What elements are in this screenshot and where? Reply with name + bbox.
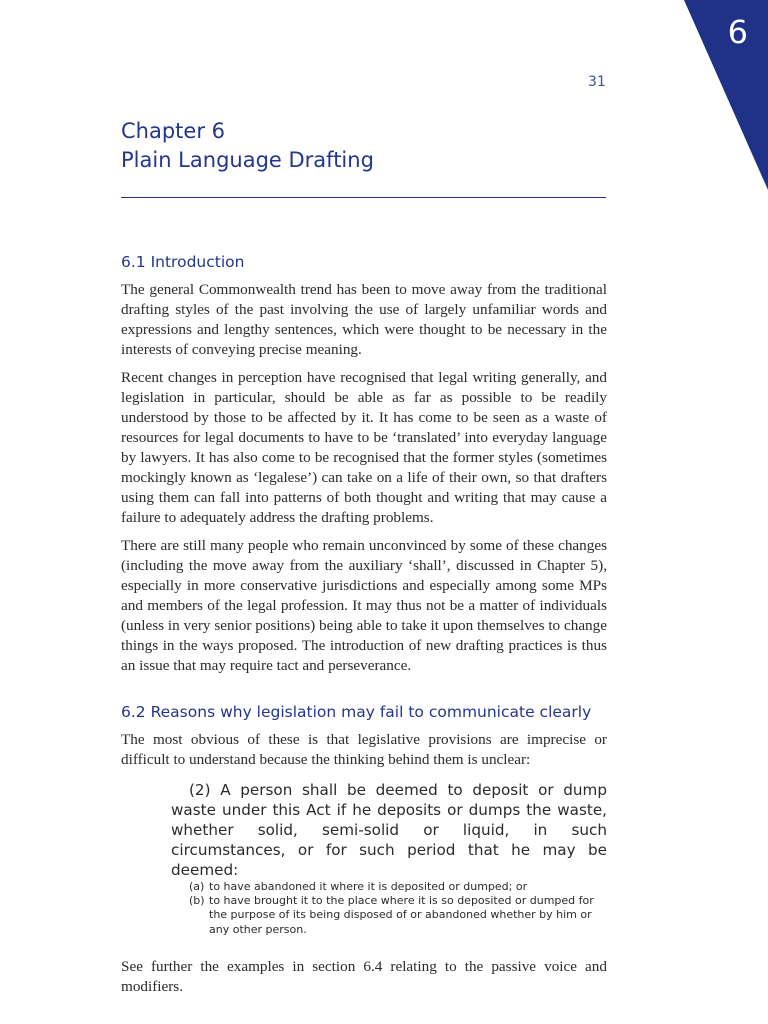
chapter-corner-tab: [684, 0, 768, 190]
section-heading-6-1: 6.1 Introduction: [121, 253, 245, 271]
title-divider: [121, 197, 606, 198]
paragraph: The most obvious of these is that legislative provisions are imprecise or difficult to understand because the thinking behind them is unclear:: [121, 731, 607, 768]
quote-item: [171, 880, 607, 894]
chapter-title-line2: Plain Language Drafting: [121, 148, 374, 172]
example-quote: [171, 780, 607, 937]
section-heading-6-2: 6.2 Reasons why legislation may fail to communicate clearly: [121, 703, 592, 721]
main-content: [121, 250, 607, 1005]
paragraph: See further the examples in section 6.4 relating to the passive voice and modifiers.: [121, 957, 607, 995]
chapter-number: 6: [727, 13, 748, 51]
paragraph: Recent changes in perception have recognised that legal writing generally, and legislation in particular, should be able as far as possible to be readily understood by those to be affected by it. It has come to be seen as a waste of resources for legal documents to have to be ‘translated’ into everyday language by lawyers. It has also come to be recognised that the former styles (sometimes mockingly known as ‘legalese’) can take on a life of their own, so that drafters using them can fall into patterns of both thought and writing that may cause a failure to adequately address the drafting problems.: [121, 369, 607, 526]
paragraph: There are still many people who remain unconvinced by some of these changes (including the move away from the auxiliary ‘shall’, discussed in Chapter 5), especially in more conservative jurisdictions and especially among some MPs and members of the legal profession. It may thus not be a matter of individuals (unless in very senior positions) being able to take it upon themselves to change things in the ways proposed. The introduction of new drafting practices is thus an issue that may require tact and perseverance.: [121, 537, 607, 674]
chapter-title-line1: Chapter 6: [121, 119, 225, 143]
chapter-title: [121, 117, 374, 175]
page-number: 31: [588, 74, 606, 90]
quote-item: [171, 894, 607, 937]
quote-main-text: (2) A person shall be deemed to deposit or dump waste under this Act if he deposits or dumps the waste, whether solid, semi-solid or liquid, in such circumstances, or for such period that he may be deemed:: [171, 781, 607, 879]
quote-item-text: to have brought it to the place where it is so deposited or dumped for the purpose of its being disposed of or abandoned whether by him or any other person.: [209, 894, 594, 936]
quote-item-label: (b): [189, 894, 205, 908]
quote-item-label: (a): [189, 880, 205, 893]
quote-item-text: to have abandoned it where it is deposited or dumped; or: [209, 880, 528, 893]
paragraph: The general Commonwealth trend has been to move away from the traditional drafting styles of the past involving the use of largely unfamiliar words and expressions and lengthy sentences, which were thought to be necessary in the interests of conveying precise meaning.: [121, 281, 607, 358]
